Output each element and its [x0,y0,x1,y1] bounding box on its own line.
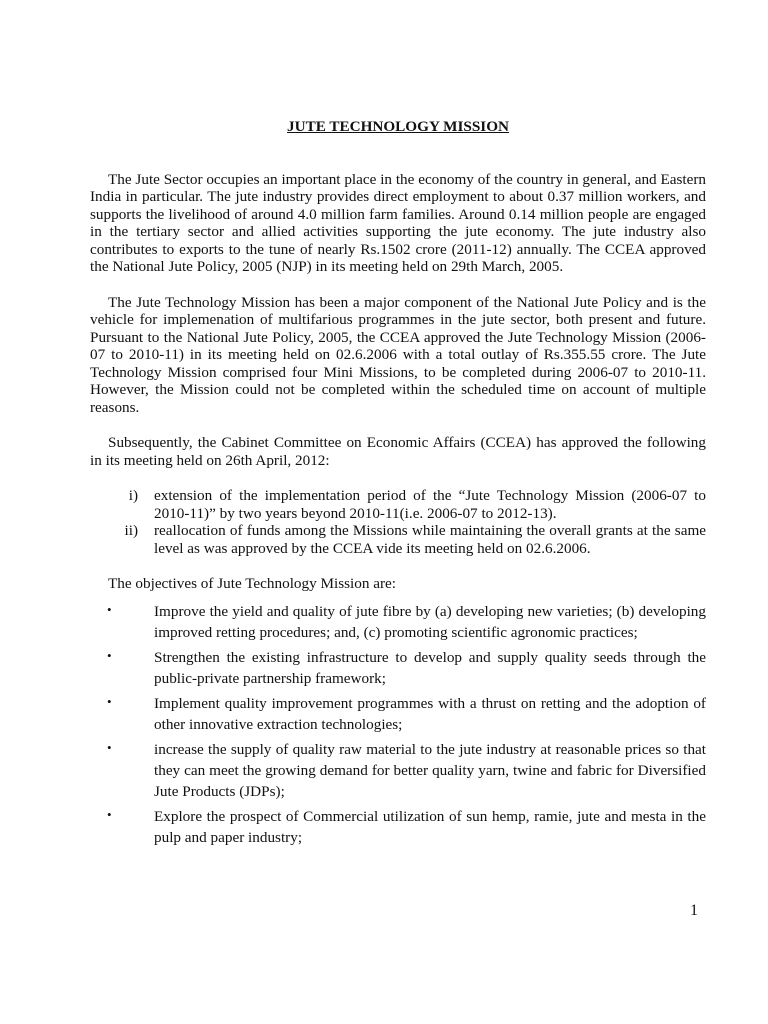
bullet-text: increase the supply of quality raw material to the jute industry at reasonable prices so that they can meet the growing demand for better quality yarn, twine and fabric for Diversified Jute Products (JDPs); [154,740,706,800]
bullet-item [90,739,706,802]
paragraph-jute-technology-mission: The Jute Technology Mission has been a major component of the National Jute Policy and is the vehicle for implemenation of multifarious programmes in the jute sector, both present and future. Pursuant to the National Jute Policy, 2005, the CCEA approved the Jute Technology Mission (2006-07 to 2010-11) in its meeting held on 02.6.2006 with a total outlay of Rs.355.55 crore. The Jute Technology Mission comprised four Mini Missions, to be completed during 2006-07 to 2010-11. However, the Mission could not be completed within the scheduled time on account of multiple reasons. [90,293,706,416]
numbered-item [90,487,706,522]
bullet-item [90,806,706,848]
bullet-icon: • [107,647,112,663]
bullet-item [90,693,706,735]
numbered-item-marker: ii) [124,522,138,539]
numbered-item-text: reallocation of funds among the Missions while maintaining the overall grants at the same level as was approved by the CCEA vide its meeting held on 02.6.2006. [154,522,706,557]
bullet-item [90,601,706,643]
numbered-list [90,487,706,557]
page-number: 1 [690,902,698,919]
bullet-text: Improve the yield and quality of jute fibre by (a) developing new varieties; (b) developing improved retting procedures; and, (c) promoting scientific agronomic practices; [154,602,706,641]
paragraph-jute-sector: The Jute Sector occupies an important place in the economy of the country in general, and Eastern India in particular. The jute industry provides direct employment to about 0.37 million workers, and supports the livelihood of around 4.0 million farm families. Around 0.14 million people are engaged in the tertiary sector and allied activities supporting the jute economy. The jute industry also contributes to exports to the tune of nearly Rs.1502 crore (2011-12) annually. The CCEA approved the National Jute Policy, 2005 (NJP) in its meeting held on 29th March, 2005. [90,170,706,275]
bullet-text: Strengthen the existing infrastructure to develop and supply quality seeds through the public-private partnership framework; [154,648,706,687]
bullet-icon: • [107,806,112,822]
paragraph-objectives-heading: The objectives of Jute Technology Mission are: [108,575,396,592]
document-title: JUTE TECHNOLOGY MISSION [287,118,509,135]
bullet-icon: • [107,693,112,709]
bullet-text: Implement quality improvement programmes with a thrust on retting and the adoption of other innovative extraction technologies; [154,694,706,733]
bullet-icon: • [107,601,112,617]
bullet-icon: • [107,739,112,755]
numbered-item-marker: i) [128,487,138,504]
bullet-list [90,601,706,848]
paragraph-ccea-approval: Subsequently, the Cabinet Committee on Economic Affairs (CCEA) has approved the following in its meeting held on 26th April, 2012: [90,434,706,469]
bullet-text: Explore the prospect of Commercial utilization of sun hemp, ramie, jute and mesta in the pulp and paper industry; [154,807,706,846]
document-body [90,118,706,852]
numbered-item-text: extension of the implementation period of the “Jute Technology Mission (2006-07 to 2010-11)” by two years beyond 2010-11(i.e. 2006-07 to 2012-13). [154,487,706,522]
numbered-item [90,522,706,557]
bullet-item [90,647,706,689]
